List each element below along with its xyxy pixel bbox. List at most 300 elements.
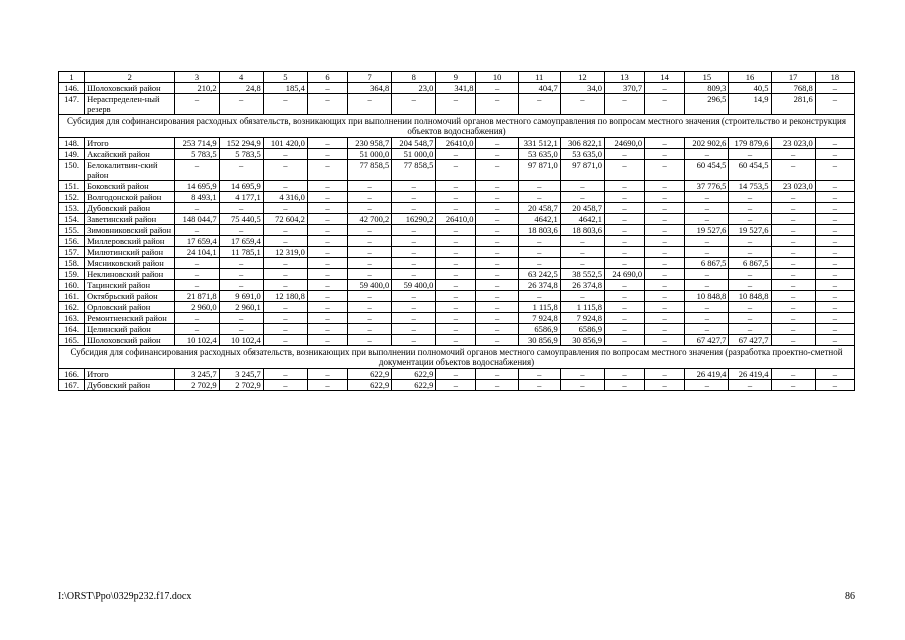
value-cell: – [307, 369, 347, 380]
value-cell: – [815, 335, 854, 346]
value-cell: – [436, 269, 476, 280]
value-cell: – [685, 269, 729, 280]
value-cell: 11 785,1 [219, 247, 263, 258]
value-cell: 6586,9 [518, 324, 560, 335]
table-row [59, 192, 855, 203]
value-cell: – [685, 302, 729, 313]
value-cell: – [604, 369, 644, 380]
table-row [59, 160, 855, 181]
value-cell: – [518, 291, 560, 302]
value-cell: – [307, 324, 347, 335]
value-cell: – [771, 160, 815, 181]
value-cell: 5 783,5 [219, 149, 263, 160]
value-cell: – [604, 149, 644, 160]
column-number-cell: 17 [771, 72, 815, 83]
value-cell: – [604, 380, 644, 391]
value-cell: – [729, 269, 771, 280]
row-number-cell: 158. [59, 258, 85, 269]
value-cell: 10 848,8 [729, 291, 771, 302]
value-cell: – [348, 313, 392, 324]
value-cell: – [392, 291, 436, 302]
value-cell: – [476, 192, 518, 203]
district-name-cell: Белокалитвин-ский район [85, 160, 175, 181]
value-cell: – [645, 324, 685, 335]
row-number-cell: 166. [59, 369, 85, 380]
value-cell: 2 702,9 [175, 380, 219, 391]
value-cell: – [263, 149, 307, 160]
value-cell: – [815, 258, 854, 269]
value-cell: 10 848,8 [685, 291, 729, 302]
value-cell: 14 695,9 [175, 181, 219, 192]
value-cell: 14,9 [729, 94, 771, 115]
value-cell: – [645, 380, 685, 391]
value-cell: – [307, 247, 347, 258]
value-cell: 17 659,4 [219, 236, 263, 247]
value-cell: 404,7 [518, 83, 560, 94]
value-cell: 20 458,7 [518, 203, 560, 214]
value-cell: – [518, 181, 560, 192]
value-cell: 204 548,7 [392, 138, 436, 149]
column-number-cell: 1 [59, 72, 85, 83]
value-cell: – [476, 324, 518, 335]
district-name-cell: Волгодонской район [85, 192, 175, 203]
value-cell: – [771, 280, 815, 291]
value-cell: 179 879,6 [729, 138, 771, 149]
value-cell: – [175, 269, 219, 280]
value-cell: 3 245,7 [219, 369, 263, 380]
value-cell: – [518, 369, 560, 380]
value-cell: – [436, 149, 476, 160]
value-cell: 51 000,0 [348, 149, 392, 160]
value-cell: – [685, 149, 729, 160]
district-name-cell: Тацинский район [85, 280, 175, 291]
value-cell: 34,0 [560, 83, 604, 94]
value-cell: – [263, 258, 307, 269]
row-number-cell: 146. [59, 83, 85, 94]
value-cell: – [307, 94, 347, 115]
value-cell: – [307, 83, 347, 94]
value-cell: 253 714,9 [175, 138, 219, 149]
value-cell: – [771, 335, 815, 346]
value-cell: – [604, 236, 644, 247]
value-cell: 4 316,0 [263, 192, 307, 203]
value-cell: – [175, 160, 219, 181]
value-cell: 19 527,6 [685, 225, 729, 236]
column-number-cell: 11 [518, 72, 560, 83]
value-cell: 6 867,5 [729, 258, 771, 269]
value-cell: – [263, 203, 307, 214]
column-number-cell: 2 [85, 72, 175, 83]
value-cell: – [263, 335, 307, 346]
value-cell: 30 856,9 [560, 335, 604, 346]
value-cell: – [729, 313, 771, 324]
value-cell: – [685, 380, 729, 391]
district-name-cell: Целинский район [85, 324, 175, 335]
value-cell: 16290,2 [392, 214, 436, 225]
value-cell: – [518, 192, 560, 203]
value-cell: – [476, 258, 518, 269]
value-cell: 3 245,7 [175, 369, 219, 380]
value-cell: – [175, 94, 219, 115]
value-cell: – [436, 324, 476, 335]
column-number-cell: 16 [729, 72, 771, 83]
value-cell: – [685, 236, 729, 247]
value-cell: 1 115,8 [560, 302, 604, 313]
value-cell: – [771, 149, 815, 160]
section-title: Субсидия для софинансирования расходных обязательств, возникающих при выполнении полномочий органов местного самоуправления по вопросам местного значения (строительство и реконструкция объектов водоснабжения) [59, 115, 855, 138]
value-cell: 2 960,0 [175, 302, 219, 313]
value-cell: – [729, 203, 771, 214]
value-cell: – [307, 160, 347, 181]
value-cell: 622,9 [348, 369, 392, 380]
footer-file-path: I:\ORST\Ppo\0329p232.f17.docx [58, 591, 192, 602]
value-cell: – [348, 269, 392, 280]
value-cell: – [476, 138, 518, 149]
table-row [59, 280, 855, 291]
value-cell: – [436, 94, 476, 115]
value-cell: – [263, 94, 307, 115]
column-number-cell: 14 [645, 72, 685, 83]
value-cell: – [645, 192, 685, 203]
value-cell: – [815, 203, 854, 214]
value-cell: – [815, 302, 854, 313]
district-name-cell: Аксайский район [85, 149, 175, 160]
value-cell: – [476, 335, 518, 346]
value-cell: – [436, 192, 476, 203]
value-cell: – [436, 380, 476, 391]
table-row [59, 324, 855, 335]
column-number-cell: 18 [815, 72, 854, 83]
row-number-cell: 150. [59, 160, 85, 181]
section-title-row [59, 115, 855, 138]
value-cell: 14 753,5 [729, 181, 771, 192]
value-cell: – [645, 302, 685, 313]
value-cell: – [348, 324, 392, 335]
value-cell: – [518, 247, 560, 258]
value-cell: – [771, 313, 815, 324]
district-name-cell: Октябрьский район [85, 291, 175, 302]
value-cell: – [604, 302, 644, 313]
row-number-cell: 152. [59, 192, 85, 203]
value-cell: – [348, 192, 392, 203]
table-row [59, 94, 855, 115]
district-name-cell: Боковский район [85, 181, 175, 192]
value-cell: – [729, 324, 771, 335]
value-cell: – [392, 269, 436, 280]
value-cell: 10 102,4 [219, 335, 263, 346]
value-cell: – [729, 192, 771, 203]
table-row [59, 369, 855, 380]
value-cell: – [476, 203, 518, 214]
value-cell: – [645, 214, 685, 225]
value-cell: – [307, 149, 347, 160]
value-cell: – [476, 302, 518, 313]
value-cell: 40,5 [729, 83, 771, 94]
value-cell: 364,8 [348, 83, 392, 94]
value-cell: – [815, 94, 854, 115]
value-cell: 53 635,0 [518, 149, 560, 160]
value-cell: – [729, 302, 771, 313]
value-cell: – [476, 369, 518, 380]
value-cell: – [307, 192, 347, 203]
value-cell: – [175, 258, 219, 269]
value-cell: – [392, 192, 436, 203]
column-number-cell: 5 [263, 72, 307, 83]
value-cell: 26410,0 [436, 138, 476, 149]
value-cell: – [771, 269, 815, 280]
value-cell: 24690,0 [604, 138, 644, 149]
value-cell: 38 552,5 [560, 269, 604, 280]
value-cell: – [560, 258, 604, 269]
value-cell: 1 115,8 [518, 302, 560, 313]
value-cell: – [815, 138, 854, 149]
value-cell: – [307, 280, 347, 291]
row-number-cell: 153. [59, 203, 85, 214]
value-cell: 185,4 [263, 83, 307, 94]
column-number-cell: 4 [219, 72, 263, 83]
value-cell: 42 700,2 [348, 214, 392, 225]
value-cell: – [771, 192, 815, 203]
value-cell: 24 690,0 [604, 269, 644, 280]
value-cell: – [307, 335, 347, 346]
value-cell: – [645, 258, 685, 269]
value-cell: – [685, 192, 729, 203]
value-cell: – [307, 225, 347, 236]
value-cell: – [604, 192, 644, 203]
district-name-cell: Итого [85, 369, 175, 380]
value-cell: 20 458,7 [560, 203, 604, 214]
value-cell: – [815, 247, 854, 258]
value-cell: – [815, 280, 854, 291]
value-cell: 4642,1 [518, 214, 560, 225]
value-cell: – [348, 203, 392, 214]
value-cell: – [476, 94, 518, 115]
value-cell: 4 177,1 [219, 192, 263, 203]
column-number-cell: 8 [392, 72, 436, 83]
value-cell: – [436, 181, 476, 192]
value-cell: 230 958,7 [348, 138, 392, 149]
value-cell: – [771, 258, 815, 269]
value-cell: – [815, 380, 854, 391]
value-cell: – [771, 203, 815, 214]
value-cell: 67 427,7 [685, 335, 729, 346]
value-cell: 12 319,0 [263, 247, 307, 258]
district-name-cell: Ремонтненский район [85, 313, 175, 324]
value-cell: 63 242,5 [518, 269, 560, 280]
value-cell: 281,6 [771, 94, 815, 115]
value-cell: – [729, 247, 771, 258]
value-cell: – [815, 149, 854, 160]
value-cell: – [307, 269, 347, 280]
value-cell: 6 867,5 [685, 258, 729, 269]
value-cell: – [645, 247, 685, 258]
table-row [59, 247, 855, 258]
value-cell: 9 691,0 [219, 291, 263, 302]
value-cell: 17 659,4 [175, 236, 219, 247]
value-cell: – [645, 181, 685, 192]
value-cell: – [476, 181, 518, 192]
value-cell: – [348, 258, 392, 269]
value-cell: 296,5 [685, 94, 729, 115]
row-number-cell: 156. [59, 236, 85, 247]
row-number-cell: 162. [59, 302, 85, 313]
table-row [59, 83, 855, 94]
value-cell: – [815, 192, 854, 203]
table-row [59, 291, 855, 302]
district-name-cell: Шолоховский район [85, 335, 175, 346]
table-row [59, 313, 855, 324]
value-cell: – [685, 214, 729, 225]
value-cell: – [436, 247, 476, 258]
value-cell: – [604, 94, 644, 115]
value-cell: 306 822,1 [560, 138, 604, 149]
value-cell: – [560, 369, 604, 380]
value-cell: – [476, 214, 518, 225]
value-cell: 53 635,0 [560, 149, 604, 160]
value-cell: – [604, 291, 644, 302]
value-cell: – [307, 302, 347, 313]
page-number: 86 [845, 591, 855, 602]
value-cell: 51 000,0 [392, 149, 436, 160]
value-cell: – [685, 280, 729, 291]
value-cell: – [560, 94, 604, 115]
value-cell: – [604, 313, 644, 324]
value-cell: – [604, 181, 644, 192]
value-cell: 30 856,9 [518, 335, 560, 346]
table-row [59, 236, 855, 247]
value-cell: – [263, 313, 307, 324]
value-cell: – [815, 225, 854, 236]
value-cell: – [685, 203, 729, 214]
value-cell: – [604, 335, 644, 346]
value-cell: – [815, 269, 854, 280]
value-cell: 77 858,5 [348, 160, 392, 181]
value-cell: 23 023,0 [771, 138, 815, 149]
value-cell: – [815, 83, 854, 94]
value-cell: – [815, 214, 854, 225]
row-number-cell: 148. [59, 138, 85, 149]
value-cell: – [815, 236, 854, 247]
column-number-cell: 13 [604, 72, 644, 83]
value-cell: 622,9 [392, 369, 436, 380]
value-cell: – [436, 258, 476, 269]
value-cell: – [348, 247, 392, 258]
value-cell: – [263, 269, 307, 280]
value-cell: – [263, 324, 307, 335]
column-number-cell: 10 [476, 72, 518, 83]
value-cell: – [560, 236, 604, 247]
value-cell: – [175, 203, 219, 214]
value-cell: 26 419,4 [729, 369, 771, 380]
value-cell: 331 512,1 [518, 138, 560, 149]
value-cell: – [219, 313, 263, 324]
value-cell: – [645, 369, 685, 380]
value-cell: – [771, 214, 815, 225]
value-cell: 341,8 [436, 83, 476, 94]
value-cell: 202 902,6 [685, 138, 729, 149]
value-cell: 60 454,5 [685, 160, 729, 181]
row-number-cell: 167. [59, 380, 85, 391]
value-cell: – [348, 181, 392, 192]
value-cell: – [476, 291, 518, 302]
value-cell: – [476, 83, 518, 94]
value-cell: – [560, 380, 604, 391]
table-row [59, 149, 855, 160]
value-cell: – [219, 324, 263, 335]
value-cell: – [392, 313, 436, 324]
value-cell: 5 783,5 [175, 149, 219, 160]
value-cell: – [219, 258, 263, 269]
document-table [58, 71, 855, 391]
value-cell: – [263, 302, 307, 313]
value-cell: – [436, 160, 476, 181]
value-cell: – [348, 291, 392, 302]
value-cell: – [219, 203, 263, 214]
district-name-cell: Дубовский район [85, 203, 175, 214]
value-cell: – [604, 225, 644, 236]
section-title-row [59, 346, 855, 369]
value-cell: – [263, 181, 307, 192]
value-cell: 75 440,5 [219, 214, 263, 225]
value-cell: – [307, 138, 347, 149]
row-number-cell: 160. [59, 280, 85, 291]
value-cell: – [392, 258, 436, 269]
table-row [59, 225, 855, 236]
value-cell: – [219, 280, 263, 291]
value-cell: – [604, 214, 644, 225]
row-number-cell: 159. [59, 269, 85, 280]
value-cell: – [263, 225, 307, 236]
value-cell: 370,7 [604, 83, 644, 94]
row-number-cell: 164. [59, 324, 85, 335]
value-cell: – [518, 236, 560, 247]
value-cell: – [645, 203, 685, 214]
value-cell: 768,8 [771, 83, 815, 94]
value-cell: – [348, 236, 392, 247]
value-cell: – [436, 302, 476, 313]
value-cell: 101 420,0 [263, 138, 307, 149]
value-cell: 24 104,1 [175, 247, 219, 258]
row-number-cell: 151. [59, 181, 85, 192]
value-cell: 23 023,0 [771, 181, 815, 192]
value-cell: – [476, 236, 518, 247]
value-cell: – [348, 302, 392, 313]
table-row [59, 181, 855, 192]
value-cell: – [771, 302, 815, 313]
row-number-cell: 161. [59, 291, 85, 302]
value-cell: – [771, 324, 815, 335]
value-cell: – [645, 138, 685, 149]
row-number-cell: 149. [59, 149, 85, 160]
value-cell: 67 427,7 [729, 335, 771, 346]
value-cell: – [263, 280, 307, 291]
value-cell: – [307, 380, 347, 391]
value-cell: – [645, 313, 685, 324]
value-cell: – [436, 335, 476, 346]
value-cell: – [729, 380, 771, 391]
value-cell: – [392, 236, 436, 247]
value-cell: – [476, 160, 518, 181]
value-cell: – [392, 302, 436, 313]
value-cell: 12 180,8 [263, 291, 307, 302]
value-cell: – [436, 280, 476, 291]
value-cell: 8 493,1 [175, 192, 219, 203]
value-cell: – [307, 214, 347, 225]
value-cell: 59 400,0 [348, 280, 392, 291]
column-number-cell: 3 [175, 72, 219, 83]
value-cell: – [392, 94, 436, 115]
value-cell: 2 702,9 [219, 380, 263, 391]
